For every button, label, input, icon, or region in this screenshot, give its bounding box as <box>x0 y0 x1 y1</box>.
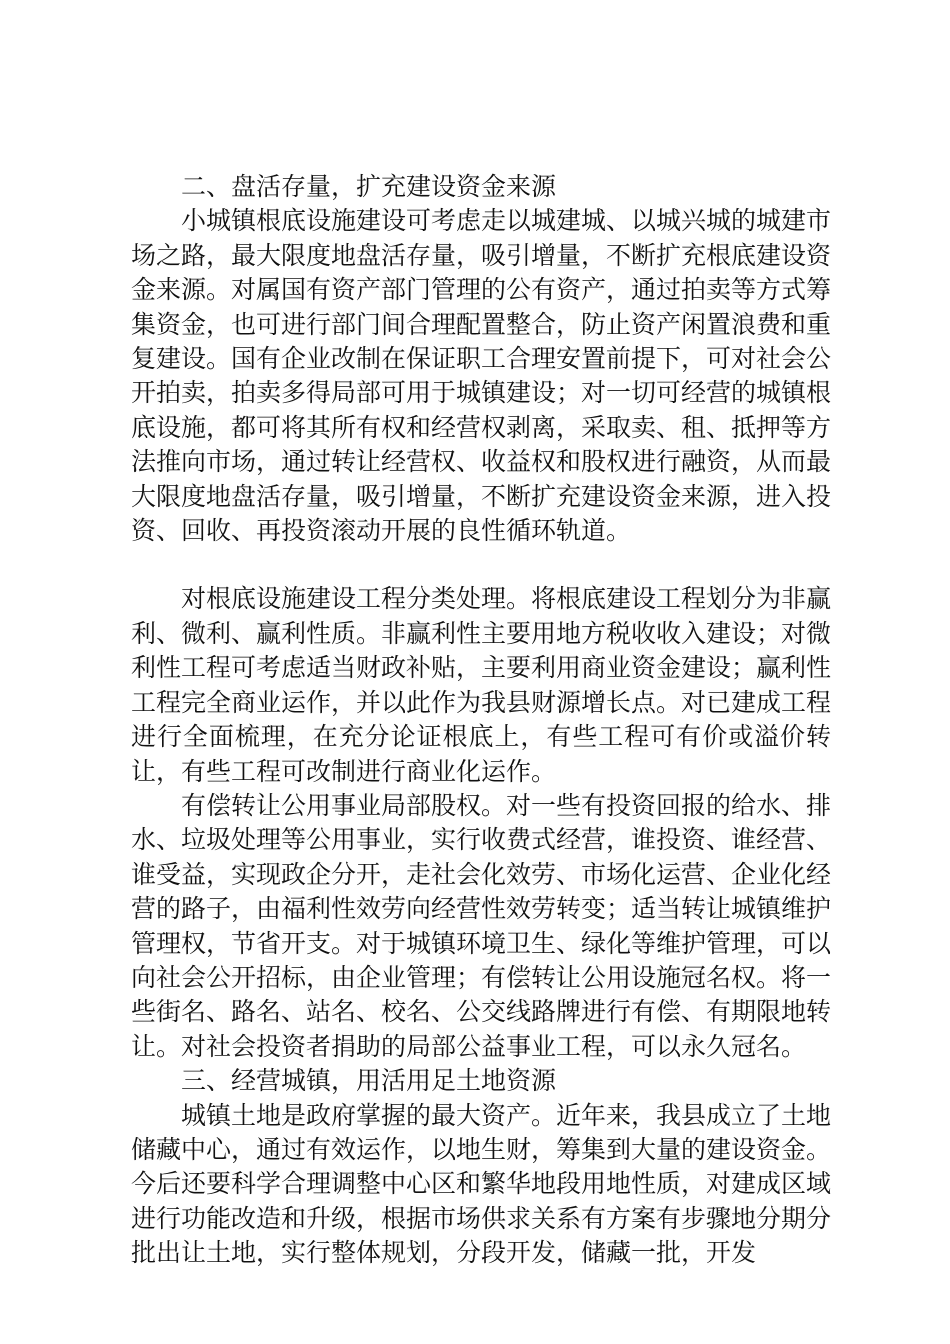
body-paragraph: 对根底设施建设工程分类处理。将根底建设工程划分为非赢利、微利、赢利性质。非赢利性主要用地方税收收入建设；对微利性工程可考虑适当财政补贴，主要利用商业资金建设；赢利性工程完全商业运作，并以此作为我县财源增长点。对已建成工程进行全面梳理，在充分论证根底上，有些工程可有价或溢价转让，有些工程可改制进行商业化运作。 <box>131 584 832 786</box>
body-paragraph: 有偿转让公用事业局部股权。对一些有投资回报的给水、排水、垃圾处理等公用事业，实行收费式经营，谁投资、谁经营、谁受益，实现政企分开，走社会化效劳、市场化运营、企业化经营的路子，由福利性效劳向经营性效劳转变；适当转让城镇维护管理权，节省开支。对于城镇环境卫生、绿化等维护管理，可以向社会公开招标，由企业管理；有偿转让公用设施冠名权。将一些街名、路名、站名、校名、公交线路牌进行有偿、有期限地转让。对社会投资者捐助的局部公益事业工程，可以永久冠名。 <box>131 790 832 1061</box>
section-heading: 三、经营城镇，用活用足土地资源 <box>181 1066 557 1096</box>
body-paragraph: 小城镇根底设施建设可考虑走以城建城、以城兴城的城建市场之路，最大限度地盘活存量，吸引增量，不断扩充根底建设资金来源。对属国有资产部门管理的公有资产，通过拍卖等方式筹集资金，也可进行部门间合理配置整合，防止资产闲置浪费和重复建设。国有企业改制在保证职工合理安置前提下，可对社会公开拍卖，拍卖多得局部可用于城镇建设；对一切可经营的城镇根底设施，都可将其所有权和经营权剥离，采取卖、租、抵押等方法推向市场，通过转让经营权、收益权和股权进行融资，从而最大限度地盘活存量，吸引增量，不断扩充建设资金来源，进入投资、回收、再投资滚动开展的良性循环轨道。 <box>131 206 832 546</box>
document-body <box>131 170 831 1271</box>
body-paragraph: 城镇土地是政府掌握的最大资产。近年来，我县成立了土地储藏中心，通过有效运作，以地生财，筹集到大量的建设资金。今后还要科学合理调整中心区和繁华地段用地性质，对建成区域进行功能改造和升级，根据市场供求关系有方案有步骤地分期分批出让土地，实行整体规划，分段开发，储藏一批，开发 <box>131 1100 832 1268</box>
section-heading: 二、盘活存量，扩充建设资金来源 <box>181 172 557 201</box>
